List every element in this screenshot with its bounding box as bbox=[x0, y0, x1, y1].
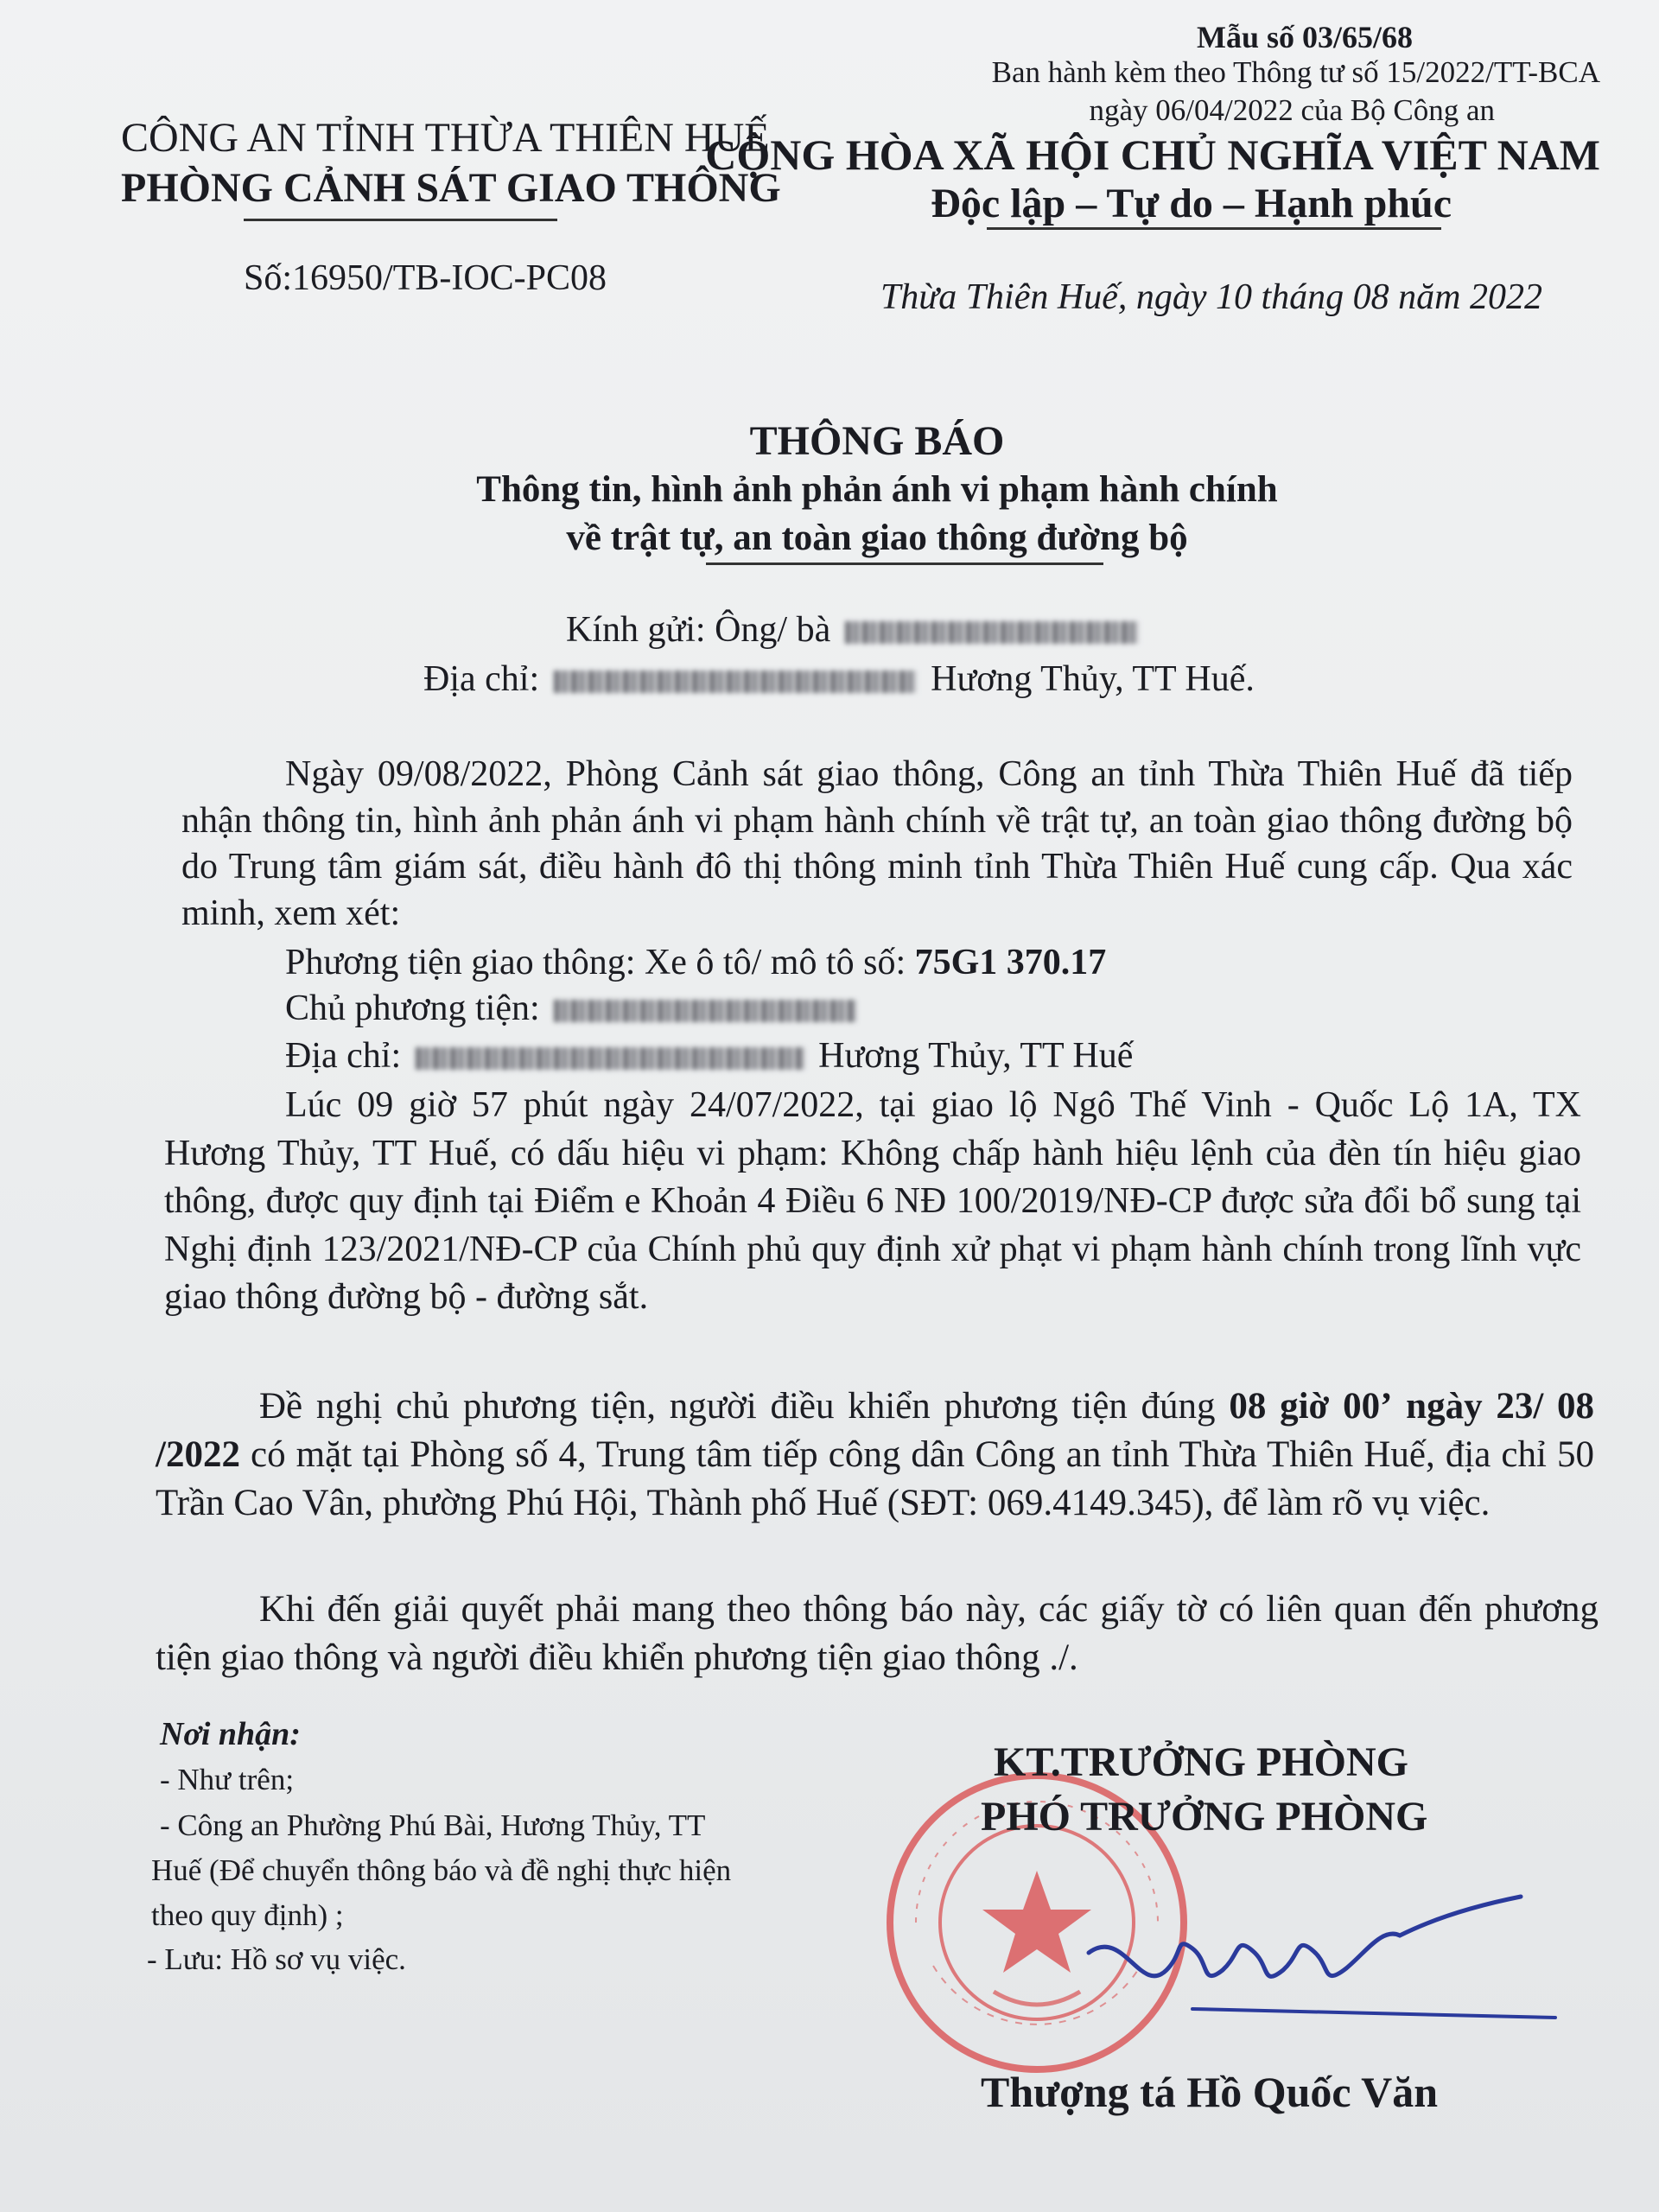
document-subtitle-line1: Thông tin, hình ảnh phản ánh vi phạm hành chính bbox=[476, 469, 1278, 510]
issued-with-line2: ngày 06/04/2022 của Bộ Công an bbox=[1089, 93, 1495, 127]
recipients-item: - Như trên; bbox=[160, 1763, 295, 1796]
recipient-address-line bbox=[423, 658, 1255, 700]
closing-paragraph: Khi đến giải quyết phải mang theo thông báo này, các giấy tờ có liên quan đến phương tiện giao thông và người điều khiển phương tiện giao thông ./. bbox=[156, 1589, 1599, 1678]
owner-address-visible: Hương Thủy, TT Huế bbox=[818, 1036, 1134, 1076]
motto-underline bbox=[987, 227, 1441, 230]
recipients-item: Huế (Để chuyển thông báo và đề nghị thực hiện bbox=[151, 1853, 732, 1887]
recipient-address-visible: Hương Thủy, TT Huế. bbox=[931, 659, 1255, 699]
recipient-line bbox=[566, 609, 1144, 651]
place-date: Thừa Thiên Huế, ngày 10 tháng 08 năm 2022 bbox=[880, 277, 1542, 317]
document-subtitle-line2: về trật tự, an toàn giao thông đường bộ bbox=[566, 518, 1188, 558]
recipients-item: theo quy định) ; bbox=[151, 1898, 344, 1932]
owner-address-line bbox=[285, 1035, 1133, 1077]
department-underline bbox=[244, 219, 557, 221]
request-time: 08 giờ 00’ bbox=[1229, 1386, 1393, 1427]
redacted-owner bbox=[554, 1000, 856, 1022]
violation-paragraph: Lúc 09 giờ 57 phút ngày 24/07/2022, tại giao lộ Ngô Thế Vinh - Quốc Lộ 1A, TX Hương Thủy, TT Huế, có dấu hiệu vi phạm: Không chấp hành hiệu lệnh của đèn tín hiệu giao thông, được quy định tại Điểm e Khoản 4 Điều 6 NĐ 100/2019/NĐ-CP được sửa đổi bổ sung tại Nghị định 123/2021/NĐ-CP của Chính phủ quy định xử phạt vi phạm hành chính trong lĩnh vực giao thông đường bộ - đường sắt. bbox=[164, 1085, 1581, 1317]
owner-line bbox=[285, 988, 861, 1029]
redacted-owner-address bbox=[416, 1047, 804, 1070]
signer-name: Thượng tá Hồ Quốc Văn bbox=[981, 2068, 1439, 2116]
request-text-part1: Đề nghị chủ phương tiện, người điều khiển phương tiện đúng bbox=[259, 1386, 1216, 1427]
recipient-address-label: Địa chỉ: bbox=[423, 659, 540, 699]
request-date: ngày 23/ 08 /2022 bbox=[156, 1386, 1595, 1475]
recipient-greeting: Kính gửi: Ông/ bà bbox=[566, 610, 831, 650]
recipients-item: - Lưu: Hồ sơ vụ việc. bbox=[147, 1942, 406, 1976]
document-number: Số:16950/TB-IOC-PC08 bbox=[244, 258, 607, 298]
subtitle-underline bbox=[706, 563, 1103, 565]
country-name: CỘNG HÒA XÃ HỘI CHỦ NGHĨA VIỆT NAM bbox=[705, 130, 1600, 179]
department-name: PHÒNG CẢNH SÁT GIAO THÔNG bbox=[121, 165, 781, 211]
intro-text: Ngày 09/08/2022, Phòng Cảnh sát giao thông, Công an tỉnh Thừa Thiên Huế đã tiếp nhận thông tin, hình ảnh phản ánh vi phạm hành chính về trật tự, an toàn giao thông đường bộ do Trung tâm giám sát, điều hành đô thị thông minh tỉnh Thừa Thiên Huế cung cấp. Qua xác minh, xem xét: bbox=[181, 754, 1573, 933]
handwritten-signature bbox=[1071, 1875, 1564, 2022]
redacted-address bbox=[554, 671, 917, 693]
recipients-heading: Nơi nhận: bbox=[160, 1716, 301, 1752]
issued-with-line1: Ban hành kèm theo Thông tư số 15/2022/TT-BCA bbox=[991, 55, 1600, 89]
owner-address-label: Địa chỉ: bbox=[285, 1036, 402, 1076]
recipients-item: - Công an Phường Phú Bài, Hương Thủy, TT bbox=[160, 1808, 706, 1842]
signer-title-1: KT.TRƯỞNG PHÒNG bbox=[994, 1739, 1408, 1785]
national-motto: Độc lập – Tự do – Hạnh phúc bbox=[931, 181, 1452, 226]
signer-title-2: PHÓ TRƯỞNG PHÒNG bbox=[981, 1794, 1428, 1840]
vehicle-line bbox=[285, 942, 1106, 983]
owner-label: Chủ phương tiện: bbox=[285, 988, 540, 1028]
intro-paragraph bbox=[181, 752, 1573, 937]
document-title: THÔNG BÁO bbox=[749, 418, 1005, 464]
request-paragraph bbox=[156, 1382, 1594, 1528]
form-number: Mẫu số 03/65/68 bbox=[1196, 20, 1413, 54]
redacted-name bbox=[845, 621, 1139, 644]
agency-name: CÔNG AN TỈNH THỪA THIÊN HUẾ bbox=[121, 115, 770, 161]
vehicle-label: Phương tiện giao thông: Xe ô tô/ mô tô số: bbox=[285, 943, 906, 982]
vehicle-plate: 75G1 370.17 bbox=[914, 943, 1107, 982]
request-text-part2: có mặt tại Phòng số 4, Trung tâm tiếp công dân Công an tỉnh Thừa Thiên Huế, địa chỉ 50 Trần Cao Vân, phường Phú Hội, Thành phố Huế (SĐT: 069.4149.345), để làm rõ vụ việc. bbox=[156, 1434, 1594, 1523]
